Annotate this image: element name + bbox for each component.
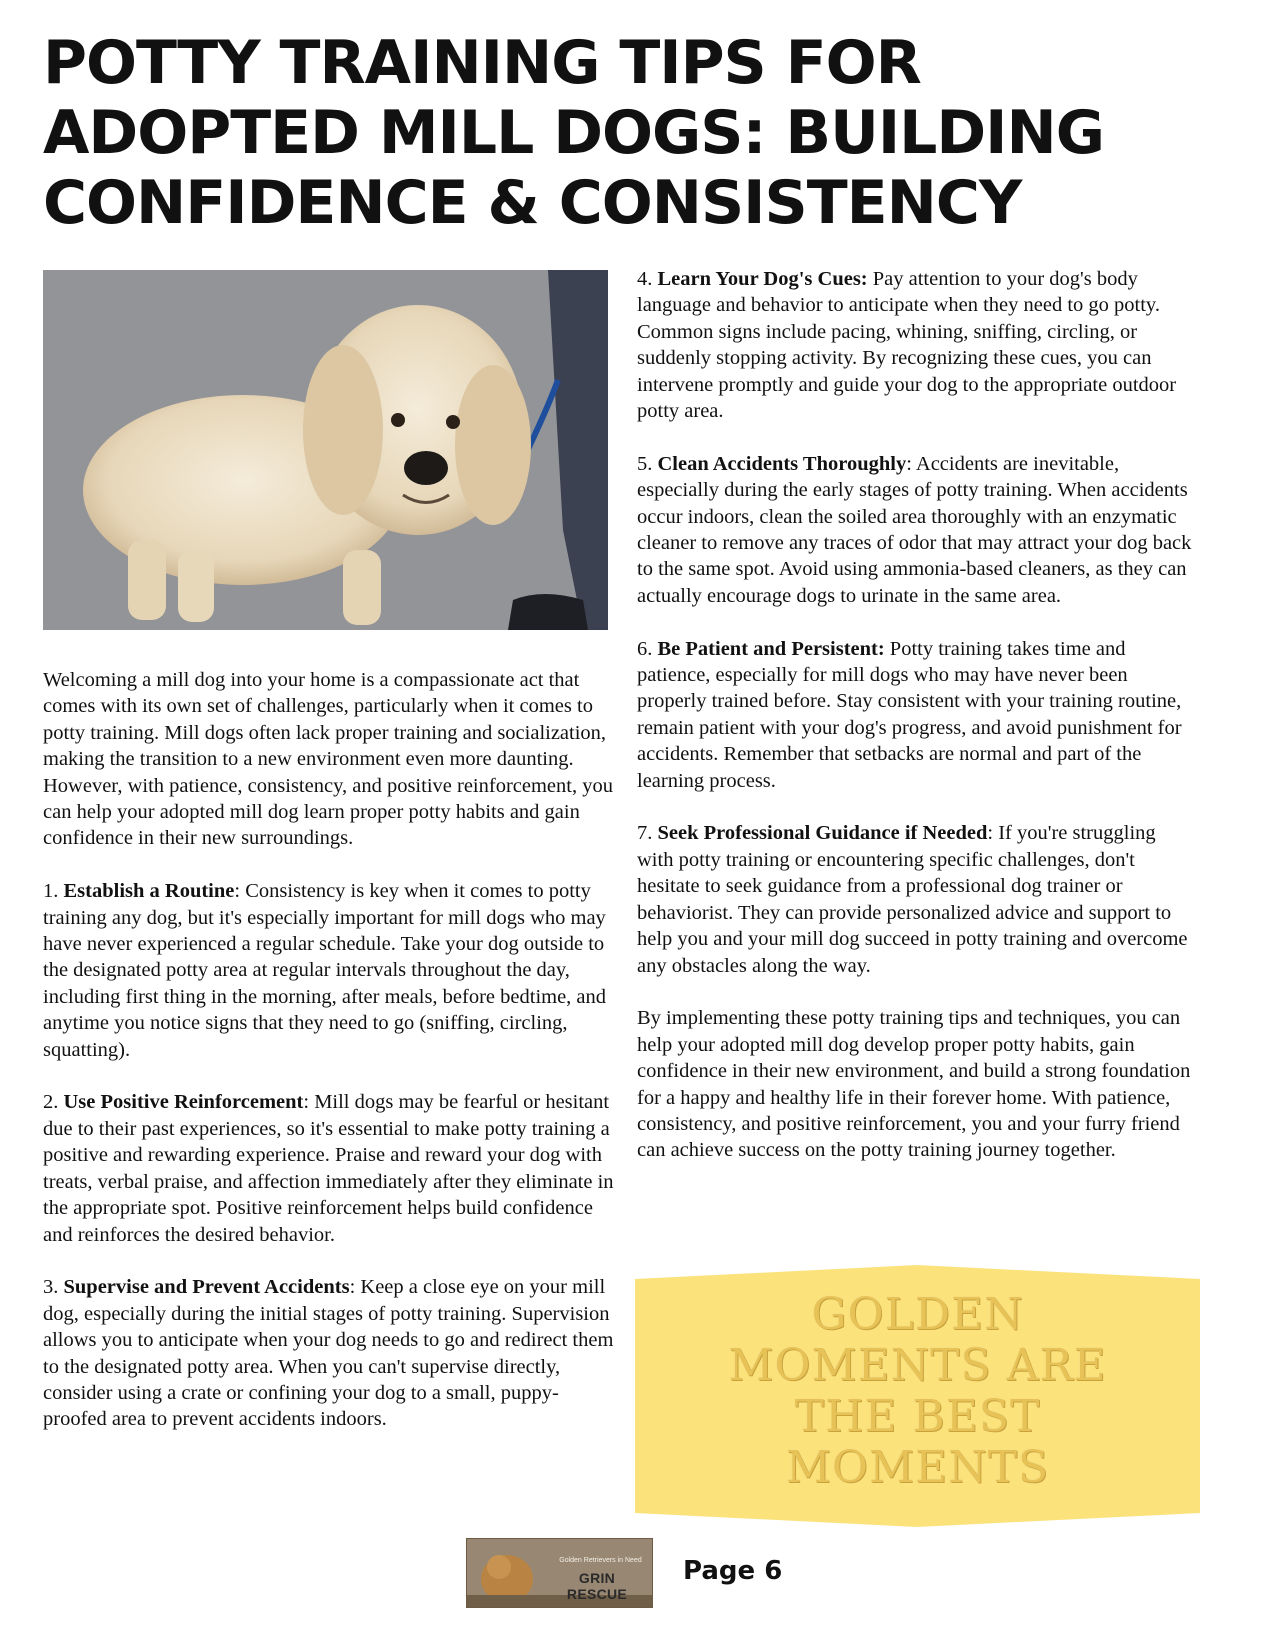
page-title: POTTY TRAINING TIPS FOR ADOPTED MILL DOGS: BUILDING CONFIDENCE & CONSISTENCY (43, 28, 1104, 238)
page-number: Page 6 (683, 1556, 783, 1586)
tip-1: 1. Establish a Routine: Consistency is key when it comes to potty training any dog, but it's especially important for mill dogs who may have never experienced a regular schedule. Take your dog outside to the designated potty area at regular intervals throughout the day, including first thing in the morning, after meals, before bedtime, and anytime you notice signs that they need to go (sniffing, circling, squatting). (43, 880, 607, 1061)
right-column (637, 266, 1197, 1164)
banner-line: MOMENTS (785, 1442, 1050, 1493)
tip-7: 7. Seek Professional Guidance if Needed: If you're struggling with potty training or encountering specific challenges, don't hesitate to seek guidance from a professional dog trainer or behaviorist. They can provide personalized advice and support to help you and your mill dog succeed in potty training and overcome any obstacles along the way. (637, 822, 1188, 977)
logo-name: GRIN RESCUE (566, 1570, 628, 1602)
banner-text (635, 1289, 1200, 1493)
banner-line: GOLDEN (811, 1289, 1024, 1340)
logo-tagline: Golden Retrievers in Need (559, 1557, 642, 1564)
banner-line: MOMENTS ARE (728, 1340, 1107, 1391)
dog-photo-illustration (43, 270, 608, 630)
tip-5: 5. Clean Accidents Thoroughly: Accidents are inevitable, especially during the early stages of potty training. When accidents occur indoors, clean the soiled area thoroughly with an enzymatic cleaner to remove any traces of odor that may attract your dog back to the same spot. Avoid using ammonia-based cleaners, as they can actually encourage dogs to urinate in the same area. (637, 452, 1192, 607)
tip-4: 4. Learn Your Dog's Cues: Pay attention to your dog's body language and behavior to anticipate when they need to go potty. Common signs include pacing, whining, sniffing, circling, or suddenly stopping activity. By recognizing these cues, you can intervene promptly and guide your dog to the appropriate outdoor potty area. (637, 268, 1177, 423)
conclusion-paragraph: By implementing these potty training tips and techniques, you can help your adopted mill dog develop proper potty habits, gain confidence in their new environment, and build a strong foundation for a happy and healthy life in their forever home. With patience, consistency, and positive reinforcement, you and your furry friend can achieve success on the potty training journey together. (637, 1007, 1191, 1162)
intro-paragraph: Welcoming a mill dog into your home is a compassionate act that comes with its own set of challenges, particularly when it comes to potty training. Mill dogs often lack proper training and socialization, making the transition to a new environment even more daunting. However, with patience, consistency, and positive reinforcement, you can help your adopted mill dog learn proper potty habits and gain confidence in their new surroundings. (43, 669, 613, 850)
tip-2: 2. Use Positive Reinforcement: Mill dogs may be fearful or hesitant due to their past experiences, so it's essential to make potty training a positive and rewarding experience. Praise and reward your dog with treats, verbal praise, and affection immediately after they eliminate in the appropriate spot. Positive reinforcement helps build confidence and reinforces the desired behavior. (43, 1091, 614, 1246)
banner-line: THE BEST (794, 1391, 1041, 1442)
tip-3: 3. Supervise and Prevent Accidents: Keep a close eye on your mill dog, especially during the initial stages of potty training. Supervision allows you to anticipate when your dog needs to go and redirect them to the designated potty area. When you can't supervise directly, consider using a crate or confining your dog to a small, puppy-proofed area to prevent accidents indoors. (43, 1276, 614, 1431)
tip-6: 6. Be Patient and Persistent: Potty training takes time and patience, especially for mill dogs who may have never been properly trained before. Stay consistent with your training routine, remain patient with your dog's progress, and avoid punishment for accidents. Remember that setbacks are normal and part of the learning process. (637, 637, 1182, 792)
dog-photo (43, 270, 608, 630)
grin-rescue-logo (466, 1538, 653, 1608)
golden-moments-banner (635, 1265, 1200, 1527)
left-column (43, 667, 618, 1433)
